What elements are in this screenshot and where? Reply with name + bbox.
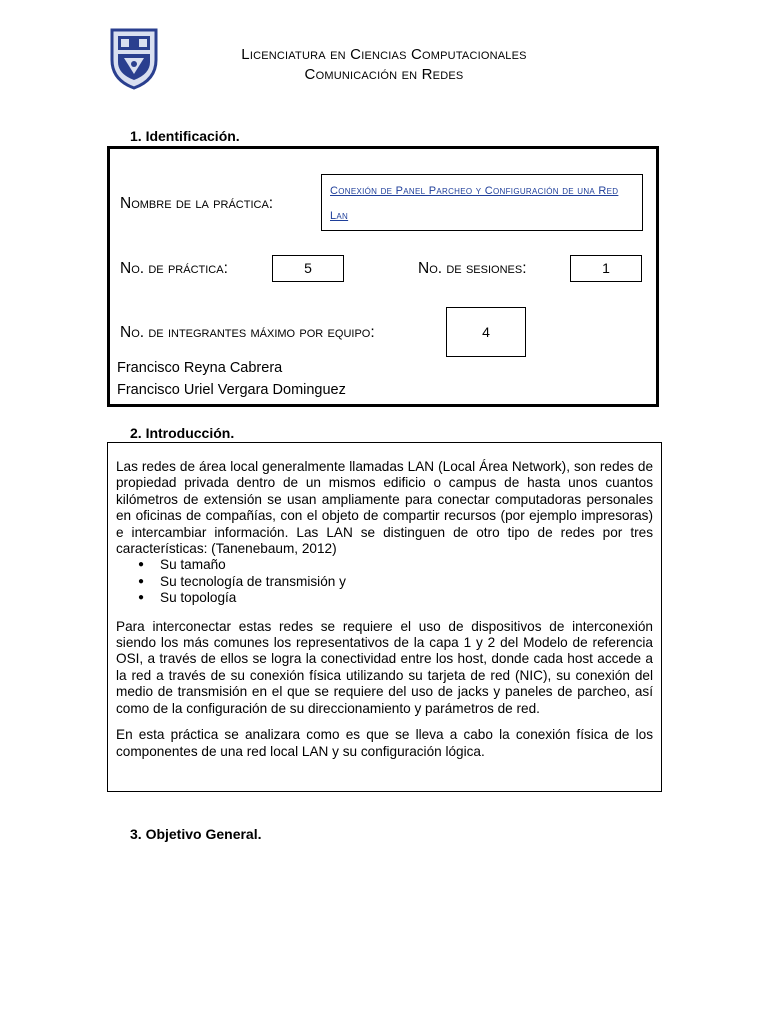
practice-number-label: No. de práctica:	[120, 260, 228, 277]
bullet-icon: ●	[138, 575, 145, 587]
list-item: ● Su tamaño	[138, 557, 226, 573]
bullet-icon: ●	[138, 559, 145, 571]
team-max-label: No. de integrantes máximo por equipo:	[120, 324, 375, 341]
student-name: Francisco Reyna Cabrera	[117, 360, 283, 376]
practice-name-line1[interactable]: Conexión de Panel Parcheo y Configuración de una Red	[330, 185, 619, 197]
bullet-icon: ●	[138, 592, 145, 604]
section-identification-title: 1. Identificación.	[130, 128, 240, 144]
practice-number-value: 5	[272, 255, 344, 282]
identification-box	[107, 146, 659, 407]
intro-paragraph: Para interconectar estas redes se requiere el uso de dispositivos de interconexión siendo los más comunes los representativos de la capa 1 y 2 del Modelo de referencia OSI, a través de ellos se logra la conectividad entre los host, donde cada host accede a la red a través de su conexión física utilizando su tarjeta de red (NIC), su conexión del medio de transmisión en el que se requiere del uso de jacks y paneles de parcheo, así como de la configuración de su direccionamiento y parámetros de red.	[116, 618, 653, 716]
student-name: Francisco Uriel Vergara Dominguez	[117, 382, 346, 398]
sessions-value: 1	[570, 255, 642, 282]
introduction-box	[107, 442, 662, 792]
practice-name-line2[interactable]: Lan	[330, 210, 349, 222]
characteristics-list	[116, 557, 653, 606]
header-title: Licenciatura en Ciencias Computacionales	[241, 46, 527, 63]
team-max-value: 4	[446, 307, 526, 357]
practice-name-box	[321, 174, 643, 231]
intro-paragraph: En esta práctica se analizara como es que se lleva a cabo la conexión física de los componentes de una red local LAN y su configuración lógica.	[116, 727, 653, 759]
sessions-label: No. de sesiones:	[418, 260, 527, 277]
section-introduction-title: 2. Introducción.	[130, 425, 235, 441]
list-item: ● Su topología	[138, 590, 237, 606]
list-item: ● Su tecnología de transmisión y	[138, 573, 346, 589]
intro-paragraph: Las redes de área local generalmente llamadas LAN (Local Área Network), son redes de propiedad privada dentro de un mismos edificio o campus de hasta unos cuantos kilómetros de extensión se usan ampliamente para conectar computadoras personales en oficinas de compañías, con el objeto de compartir recursos (por ejemplo impresoras) e intercambiar información. Las LAN se distinguen de otro tipo de redes por tres características: (Tanenebaum, 2012)	[116, 459, 653, 557]
section-objective-title: 3. Objetivo General.	[130, 826, 262, 842]
practice-name-label: Nombre de la práctica:	[120, 195, 274, 212]
header-subtitle: Comunicación en Redes	[304, 66, 464, 83]
